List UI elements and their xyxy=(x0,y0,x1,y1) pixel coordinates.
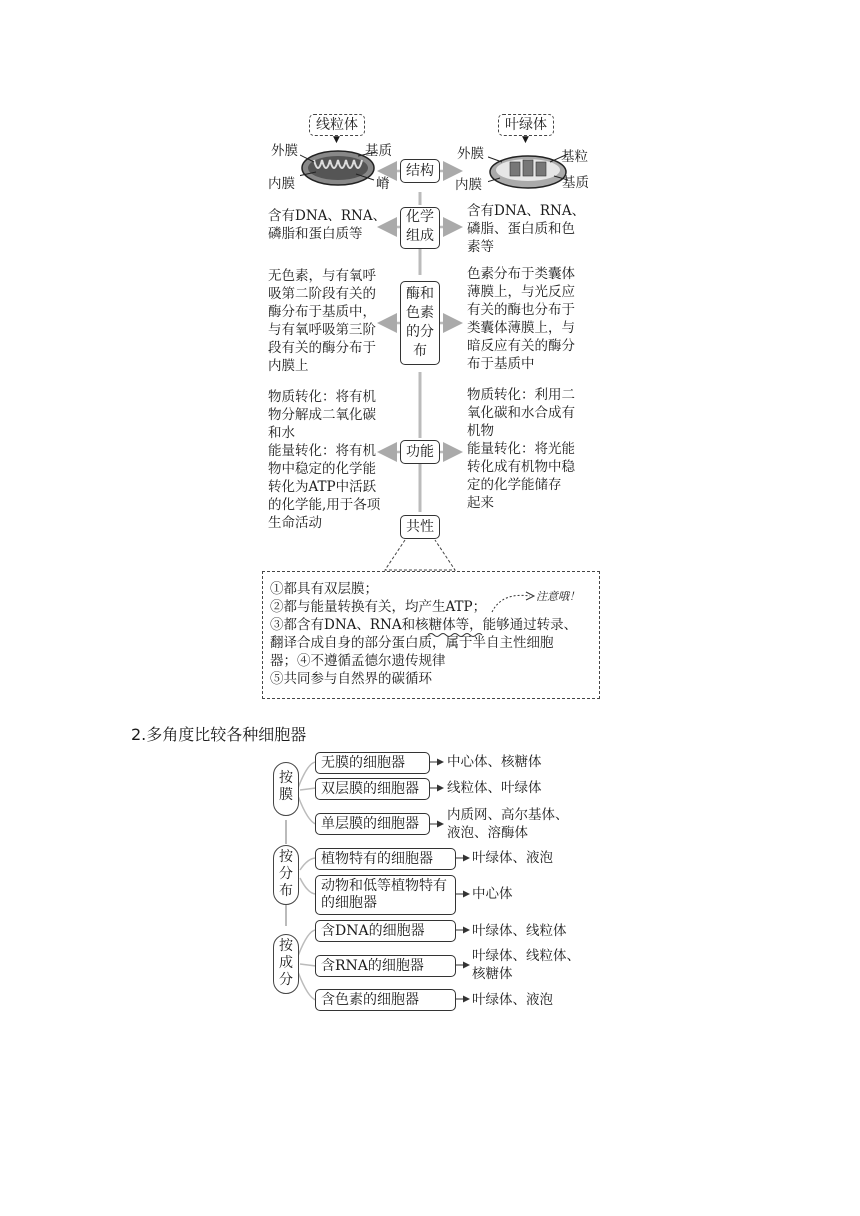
chloro-composition-line: 素等 xyxy=(467,239,494,255)
chloro-enzyme-line: 布于基质中 xyxy=(467,356,535,372)
category-no-membrane: 无膜的细胞器 xyxy=(315,752,430,774)
result-line: 核糖体 xyxy=(472,966,513,982)
key-by-component xyxy=(273,934,299,994)
center-composition xyxy=(400,207,440,249)
center-structure: 结构 xyxy=(400,159,440,183)
result-single-membrane xyxy=(447,806,569,842)
result-no-membrane: 中心体、核糖体 xyxy=(447,754,542,770)
chloro-composition-line: 磷脂、蛋白质和色 xyxy=(467,221,575,237)
key-by-membrane xyxy=(273,762,299,816)
chloro-function-line: 起来 xyxy=(467,495,494,511)
mito-function-line: 生命活动 xyxy=(268,515,322,531)
mito-function-line: 物分解成二氧化碳 xyxy=(268,407,376,423)
chloro-enzyme-line: 类囊体薄膜上，与 xyxy=(467,320,575,336)
result-line: 液泡、溶酶体 xyxy=(447,825,528,841)
center-composition-line2: 组成 xyxy=(406,228,434,244)
chloro-function xyxy=(467,386,575,512)
result-line: 叶绿体、线粒体、 xyxy=(472,948,580,964)
chloro-enzyme xyxy=(467,265,575,373)
common-feature-line: 器；④不遵循孟德尔遗传规律 xyxy=(270,653,446,669)
mito-crista-label: 嵴 xyxy=(376,176,390,192)
chloroplast-title: 叶绿体 xyxy=(498,114,554,136)
result-double-membrane: 线粒体、叶绿体 xyxy=(447,780,542,796)
wavy-underline xyxy=(428,632,484,638)
mito-function-line: 物质转化：将有机 xyxy=(268,389,376,405)
center-function: 功能 xyxy=(400,440,440,464)
category-contains-rna: 含RNA的细胞器 xyxy=(315,955,456,977)
mito-enzyme-line: 酶分布于基质中， xyxy=(268,304,376,320)
arrow-down-chloro: ▼ xyxy=(522,135,529,145)
center-enzyme-line1: 酶和 xyxy=(406,286,434,302)
result-contains-rna xyxy=(472,947,580,983)
center-enzyme-line3: 的分 xyxy=(406,324,434,340)
key-char: 布 xyxy=(279,883,293,899)
category-line: 动物和低等植物特有 xyxy=(321,878,447,894)
chloro-outer-label: 外膜 xyxy=(457,146,484,162)
category-single-membrane: 单层膜的细胞器 xyxy=(315,813,430,835)
mito-composition-line: 含有DNA、RNA、 xyxy=(268,208,387,224)
mito-enzyme-line: 无色素，与有氧呼 xyxy=(268,268,376,284)
arrow-down-mito: ▼ xyxy=(333,135,340,145)
category-plant-specific: 植物特有的细胞器 xyxy=(315,848,456,870)
mito-function-line: 能量转化：将有机 xyxy=(268,443,376,459)
key-by-distribution xyxy=(273,845,299,905)
note-handwritten: 注意哦！ xyxy=(536,590,580,603)
category-contains-dna: 含DNA的细胞器 xyxy=(315,920,456,942)
chloro-composition xyxy=(467,202,585,256)
chloroplast-image xyxy=(488,150,568,192)
chloro-enzyme-line: 暗反应有关的酶分 xyxy=(467,338,575,354)
result-line: 内质网、高尔基体、 xyxy=(447,807,569,823)
mito-matrix-label: 基质 xyxy=(365,143,392,159)
result-animal-specific: 中心体 xyxy=(472,886,513,902)
mito-composition-line: 磷脂和蛋白质等 xyxy=(268,226,363,242)
common-feature-line: ⑤共同参与自然界的碳循环 xyxy=(270,671,432,687)
mitochondria-title: 线粒体 xyxy=(309,114,365,136)
category-line: 的细胞器 xyxy=(321,895,377,911)
chloro-function-line: 机物 xyxy=(467,423,494,439)
mito-outer-label: 外膜 xyxy=(271,143,298,159)
key-char: 按 xyxy=(279,938,293,954)
chloro-function-line: 氧化碳和水合成有 xyxy=(467,405,575,421)
key-char: 按 xyxy=(279,849,293,865)
mito-composition xyxy=(268,207,386,243)
result-plant-specific: 叶绿体、液泡 xyxy=(472,850,553,866)
key-char: 成 xyxy=(279,955,293,971)
category-double-membrane: 双层膜的细胞器 xyxy=(315,778,430,800)
mito-function-line: 转化为ATP中活跃 xyxy=(268,479,377,495)
result-contains-pigment: 叶绿体、液泡 xyxy=(472,992,553,1008)
key-char: 按 xyxy=(279,770,293,786)
key-char: 膜 xyxy=(279,787,293,803)
chloro-enzyme-line: 薄膜上，与光反应 xyxy=(467,284,575,300)
chloro-inner-label: 内膜 xyxy=(455,177,482,193)
mito-enzyme-line: 内膜上 xyxy=(268,358,309,374)
center-composition-line1: 化学 xyxy=(406,209,434,225)
common-feature-line: ③都含有DNA、RNA和核糖体等，能够通过转录、 xyxy=(270,617,578,633)
mito-function-line: 的化学能,用于各项 xyxy=(268,497,381,513)
common-feature-line: 翻译合成自身的部分蛋白质，属于半自主性细胞 xyxy=(270,635,554,651)
section-title: 2.多角度比较各种细胞器 xyxy=(131,725,307,744)
chloro-enzyme-line: 有关的酶也分布于 xyxy=(467,302,575,318)
center-enzyme-line4: 布 xyxy=(413,343,427,359)
note-arrow xyxy=(490,588,540,614)
mito-enzyme-line: 吸第二阶段有关的 xyxy=(268,286,376,302)
mito-enzyme-line: 与有氧呼吸第三阶 xyxy=(268,322,376,338)
result-contains-dna: 叶绿体、线粒体 xyxy=(472,923,567,939)
mito-function-line: 物中稳定的化学能 xyxy=(268,461,376,477)
chloro-function-line: 转化成有机物中稳 xyxy=(467,459,575,475)
chloro-enzyme-line: 色素分布于类囊体 xyxy=(467,266,575,282)
mito-enzyme xyxy=(268,267,376,375)
center-enzyme xyxy=(400,281,440,365)
category-contains-pigment: 含色素的细胞器 xyxy=(315,989,456,1011)
mito-enzyme-line: 段有关的酶分布于 xyxy=(268,340,376,356)
chloro-composition-line: 含有DNA、RNA、 xyxy=(467,203,586,219)
mito-function xyxy=(268,388,380,532)
center-enzyme-line2: 色素 xyxy=(406,305,434,321)
center-common: 共性 xyxy=(400,515,440,539)
chloro-stroma-label: 基质 xyxy=(562,175,589,191)
common-feature-line: ②都与能量转换有关，均产生ATP； xyxy=(270,599,487,615)
chloro-function-line: 物质转化：利用二 xyxy=(467,387,575,403)
mito-inner-label: 内膜 xyxy=(268,176,295,192)
key-char: 分 xyxy=(279,972,293,988)
chloro-function-line: 能量转化：将光能 xyxy=(467,441,575,457)
common-feature-line: ①都具有双层膜； xyxy=(270,581,378,597)
mito-function-line: 和水 xyxy=(268,425,295,441)
category-animal-specific xyxy=(315,875,456,915)
chloro-function-line: 定的化学能储存 xyxy=(467,477,562,493)
chloro-grana-label: 基粒 xyxy=(561,149,588,165)
key-char: 分 xyxy=(279,866,293,882)
